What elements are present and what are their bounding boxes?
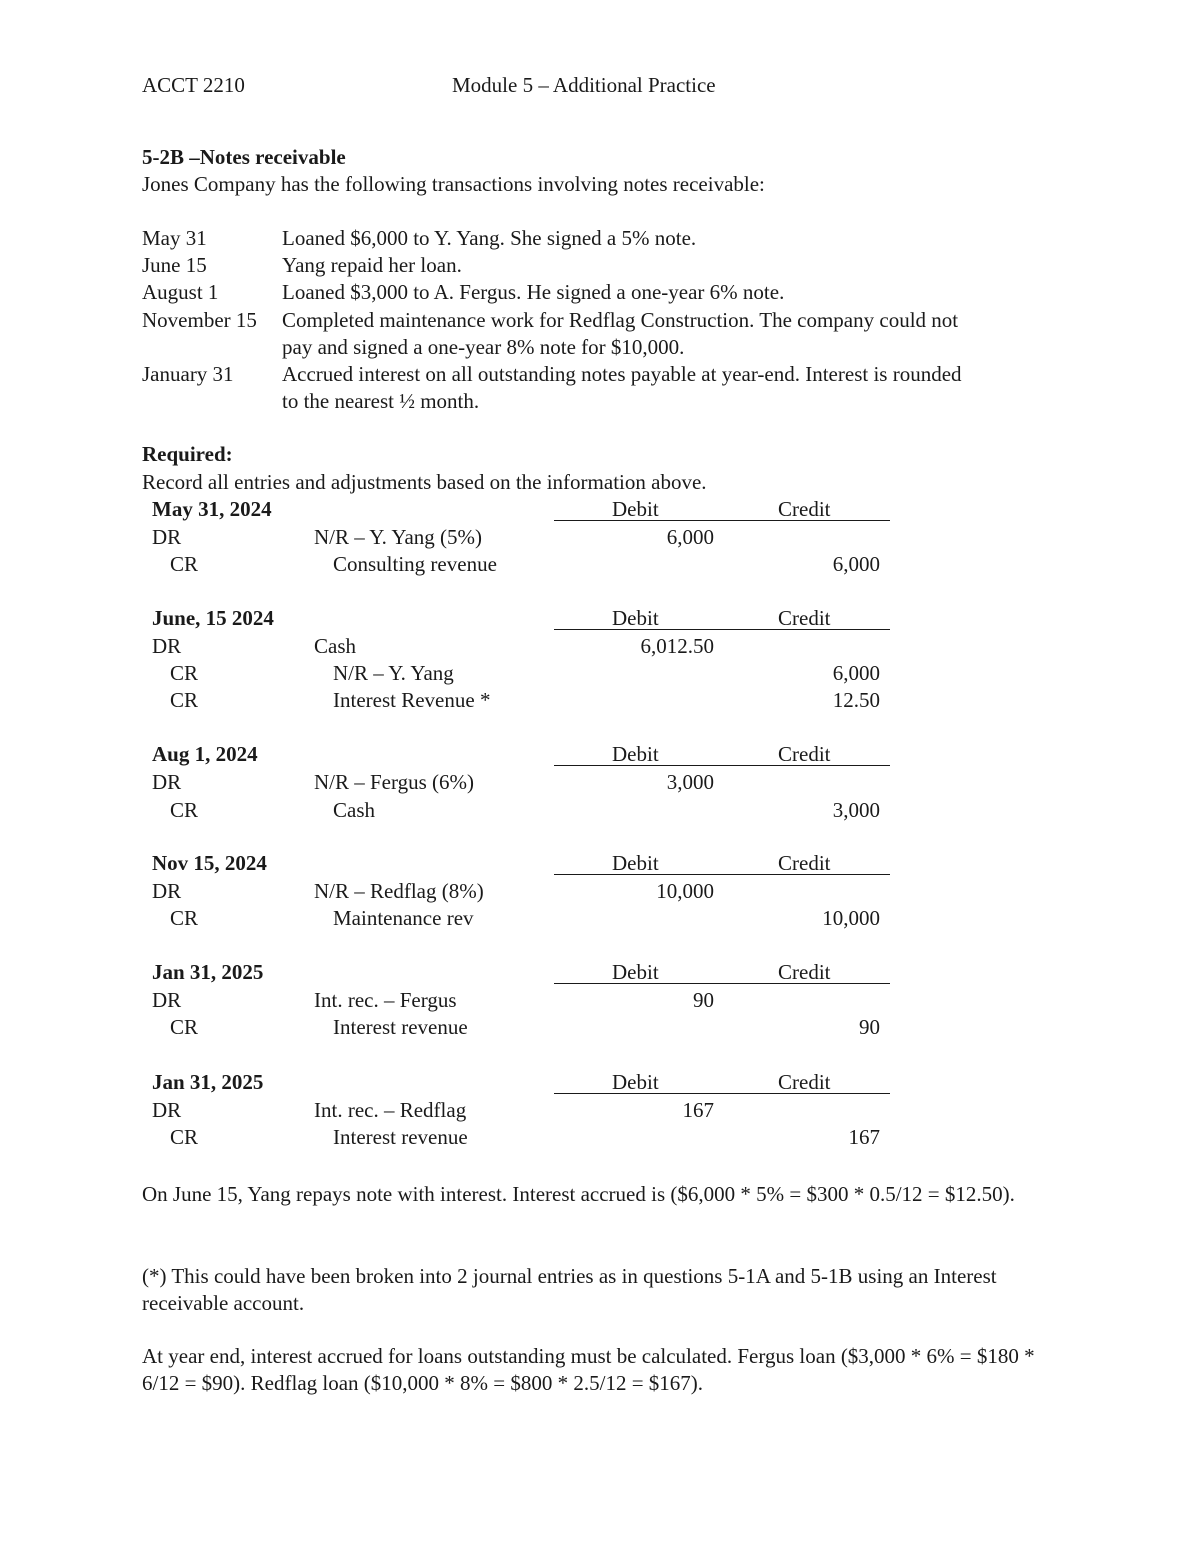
entry-account: Int. rec. – Redflag [314,1098,467,1122]
transaction-date: January 31 [142,362,234,386]
entry-type: CR [170,552,199,576]
transaction-text: Accrued interest on all outstanding notes payable at year-end. Interest is rounded [282,362,962,386]
entry-account: Interest Revenue * [333,688,491,712]
entry-account: Int. rec. – Fergus [314,988,457,1012]
credit-amount: 6,000 [832,552,880,576]
credit-header: Credit [778,851,831,875]
entry-account: Cash [333,798,375,822]
credit-header: Credit [778,960,831,984]
transaction-text: Completed maintenance work for Redflag Construction. The company could not [282,308,959,332]
debit-amount: 6,012.50 [640,634,714,658]
debit-header: Debit [612,497,659,521]
entry-account: Cash [314,634,356,658]
header-underline [554,629,890,630]
entry-type: CR [170,1125,199,1149]
debit-header: Debit [612,1070,659,1094]
credit-amount: 90 [859,1015,880,1039]
credit-header: Credit [778,1070,831,1094]
entry-date: June, 15 2024 [152,606,274,630]
transaction-text: to the nearest ½ month. [282,389,480,413]
transaction-date: August 1 [142,280,219,304]
note-year-end-accrual: At year end, interest accrued for loans outstanding must be calculated. Fergus loan ($3,000 * 6% = $180 * 6/12 = $90). Redflag loan ($10,000 * 8% = $800 * 2.5/12 = $167). [142,1344,1035,1395]
header-underline [554,874,890,875]
credit-amount: 6,000 [832,661,880,685]
note-alternative-entries: (*) This could have been broken into 2 journal entries as in questions 5-1A and 5-1B using an Interest receivable account. [142,1264,997,1315]
entry-date: Nov 15, 2024 [152,851,267,875]
credit-header: Credit [778,497,831,521]
debit-amount: 6,000 [666,525,714,549]
entry-account: Consulting revenue [333,552,497,576]
transaction-text: Loaned $6,000 to Y. Yang. She signed a 5% note. [282,226,697,250]
header-underline [554,765,890,766]
entry-date: Aug 1, 2024 [152,742,258,766]
entry-type: DR [152,634,182,658]
entry-account: N/R – Fergus (6%) [314,770,475,794]
credit-amount: 167 [848,1125,880,1149]
debit-amount: 10,000 [656,879,714,903]
entry-account: Interest revenue [333,1015,468,1039]
entry-type: DR [152,879,182,903]
entry-type: CR [170,1015,199,1039]
transaction-text: pay and signed a one-year 8% note for $10,000. [282,335,685,359]
credit-header: Credit [778,742,831,766]
entry-account: N/R – Redflag (8%) [314,879,484,903]
debit-header: Debit [612,851,659,875]
required-label: Required: [142,442,233,466]
transaction-date: May 31 [142,226,207,250]
entry-type: DR [152,1098,182,1122]
entry-type: CR [170,906,199,930]
problem-intro: Jones Company has the following transactions involving notes receivable: [142,172,765,196]
entry-date: May 31, 2024 [152,497,272,521]
credit-amount: 3,000 [832,798,880,822]
transaction-date: June 15 [142,253,207,277]
entry-account: N/R – Y. Yang (5%) [314,525,483,549]
entry-account: Interest revenue [333,1125,468,1149]
entry-date: Jan 31, 2025 [152,1070,264,1094]
transaction-date: November 15 [142,308,257,332]
transaction-text: Loaned $3,000 to A. Fergus. He signed a one-year 6% note. [282,280,785,304]
required-instruction: Record all entries and adjustments based on the information above. [142,470,707,494]
credit-amount: 10,000 [822,906,880,930]
header-underline [554,520,890,521]
header-underline [554,983,890,984]
entry-type: DR [152,525,182,549]
debit-amount: 90 [693,988,714,1012]
debit-header: Debit [612,742,659,766]
entry-account: N/R – Y. Yang [333,661,454,685]
header-underline [554,1093,890,1094]
entry-type: CR [170,688,199,712]
course-code: ACCT 2210 [142,73,245,97]
note-interest-june: On June 15, Yang repays note with interest. Interest accrued is ($6,000 * 5% = $300 * 0.5/12 = $12.50). [142,1182,1015,1206]
problem-title: 5-2B –Notes receivable [142,145,346,169]
entry-type: DR [152,988,182,1012]
credit-amount: 12.50 [832,688,880,712]
entry-date: Jan 31, 2025 [152,960,264,984]
entry-type: CR [170,661,199,685]
debit-amount: 3,000 [666,770,714,794]
entry-type: DR [152,770,182,794]
entry-account: Maintenance rev [333,906,474,930]
module-title: Module 5 – Additional Practice [452,73,716,97]
transaction-text: Yang repaid her loan. [282,253,462,277]
debit-header: Debit [612,960,659,984]
debit-amount: 167 [682,1098,714,1122]
credit-header: Credit [778,606,831,630]
entry-type: CR [170,798,199,822]
debit-header: Debit [612,606,659,630]
